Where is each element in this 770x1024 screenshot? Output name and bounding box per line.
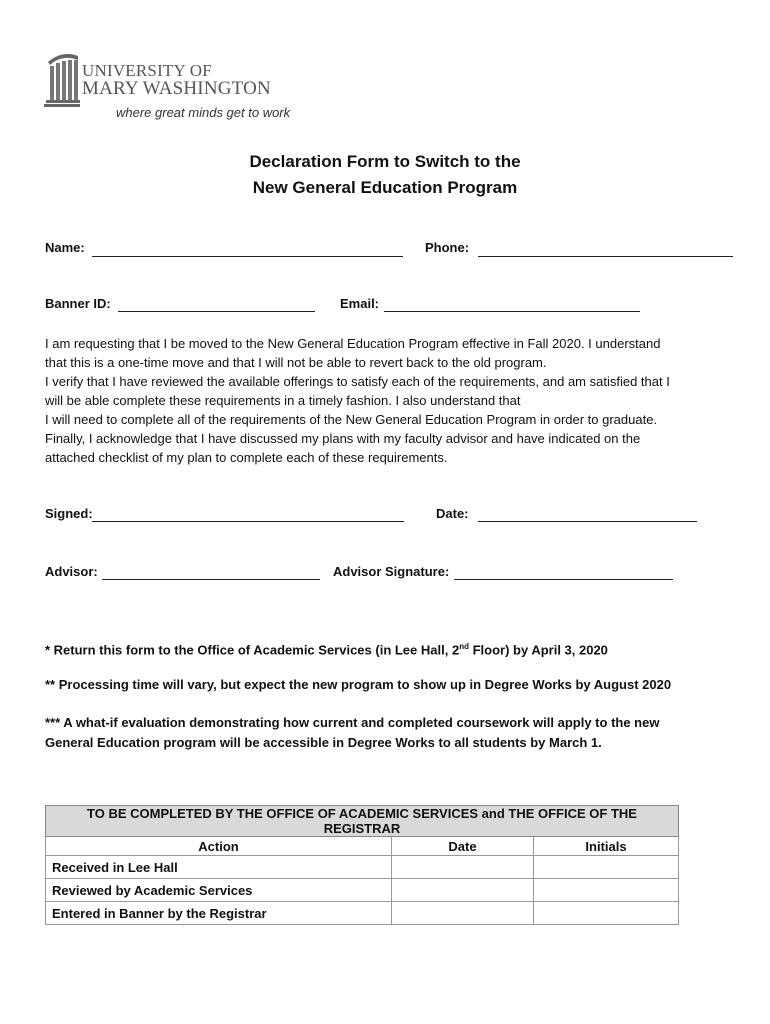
email-field[interactable]: [384, 311, 640, 312]
page-title-line-2: New General Education Program: [252, 178, 518, 197]
logo-mary-washington: MARY WASHINGTON: [82, 78, 271, 99]
banner-id-field[interactable]: [118, 311, 315, 312]
paragraph-line: I verify that I have reviewed the available offerings to satisfy each of the requirements, and am satisfied that I: [45, 374, 670, 389]
signed-field[interactable]: [92, 521, 404, 522]
paragraph-line: Finally, I acknowledge that I have discussed my plans with my faculty advisor and have indicated on the: [45, 431, 641, 446]
note-return-form: [45, 637, 608, 660]
column-header-action: Action: [46, 837, 392, 856]
action-cell: Entered in Banner by the Registrar: [46, 902, 392, 925]
columns-logo-icon: [44, 48, 80, 110]
table-row: [46, 902, 679, 925]
paragraph-line: attached checklist of my plan to complete each of these requirements.: [45, 450, 448, 465]
phone-label: Phone:: [425, 240, 470, 255]
date-cell[interactable]: [392, 879, 534, 902]
action-cell: Received in Lee Hall: [46, 856, 392, 879]
date-label: Date:: [436, 506, 469, 521]
email-label: Email:: [340, 296, 380, 311]
date-field[interactable]: [478, 521, 697, 522]
initials-cell[interactable]: [534, 856, 679, 879]
logo-tagline: where great minds get to work: [116, 105, 291, 120]
name-label: Name:: [45, 240, 85, 255]
paragraph-line: I will need to complete all of the requirements of the New General Education Program in order to graduate.: [45, 412, 658, 427]
signed-label: Signed:: [45, 506, 93, 521]
advisor-signature-field[interactable]: [454, 579, 673, 580]
logo-university-of: UNIVERSITY OF: [82, 61, 212, 80]
note-processing-time: ** Processing time will vary, but expect the new program to show up in Degree Works by August 2020: [45, 677, 672, 692]
note-return-form-text: * Return this form to the Office of Academic Services (in Lee Hall, 2: [45, 642, 460, 658]
note-return-form-text-end: Floor) by April 3, 2020: [468, 642, 608, 658]
note-what-if-line-2: General Education program will be accessible in Degree Works to all students by March 1.: [45, 735, 602, 750]
note-superscript: nd: [459, 642, 469, 651]
column-header-date: Date: [392, 837, 534, 856]
action-cell: Reviewed by Academic Services: [46, 879, 392, 902]
university-logo: [44, 48, 304, 128]
banner-id-label: Banner ID:: [45, 296, 111, 311]
note-what-if-line-1: *** A what-if evaluation demonstrating how current and completed coursework will apply to the new: [45, 715, 660, 730]
date-cell[interactable]: [392, 856, 534, 879]
paragraph-line: that this is a one-time move and that I will not be able to revert back to the old program.: [45, 355, 547, 370]
office-table-header: TO BE COMPLETED BY THE OFFICE OF ACADEMIC SERVICES and THE OFFICE OF THE REGISTRAR: [46, 806, 679, 837]
table-row: [46, 879, 679, 902]
date-cell[interactable]: [392, 902, 534, 925]
name-field[interactable]: [92, 256, 403, 257]
page-title-line-1: Declaration Form to Switch to the: [249, 152, 521, 171]
advisor-field[interactable]: [102, 579, 320, 580]
initials-cell[interactable]: [534, 902, 679, 925]
advisor-signature-label: Advisor Signature:: [333, 564, 450, 579]
paragraph-line: I am requesting that I be moved to the New General Education Program effective in Fall 2020. I understand: [45, 336, 661, 351]
declaration-paragraph: [45, 334, 735, 467]
paragraph-line: will be able complete these requirements in a timely fashion. I also understand that: [45, 393, 521, 408]
phone-field[interactable]: [478, 256, 733, 257]
office-use-table: [45, 805, 679, 925]
column-header-initials: Initials: [534, 837, 679, 856]
advisor-label: Advisor:: [45, 564, 98, 579]
table-row: [46, 856, 679, 879]
initials-cell[interactable]: [534, 879, 679, 902]
